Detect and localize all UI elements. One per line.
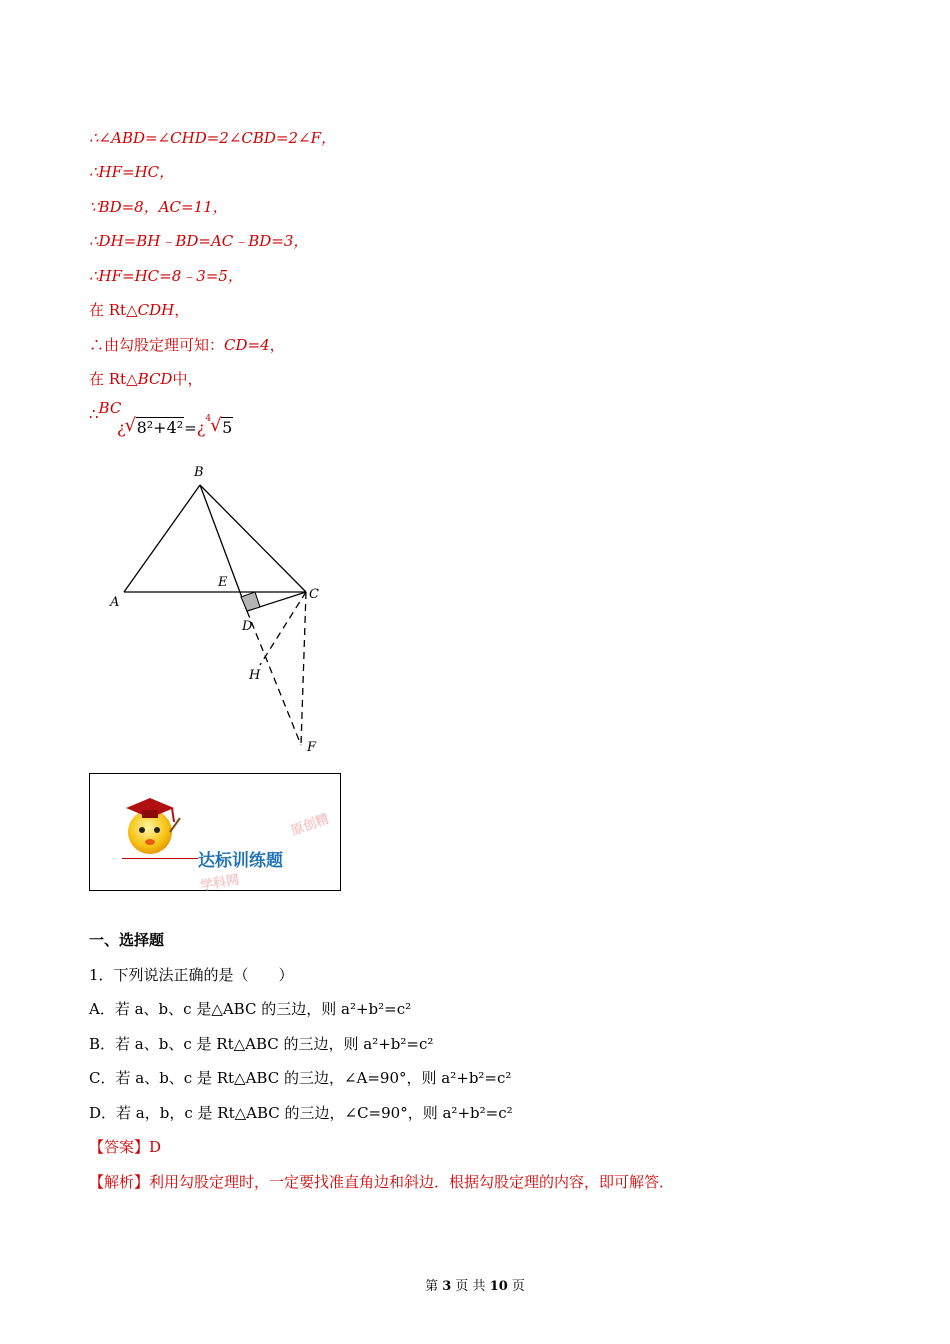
label-a: A	[110, 595, 120, 610]
solution-line-8	[89, 369, 202, 389]
answer-line	[89, 1137, 161, 1157]
text: ∴	[89, 405, 99, 423]
solution-line-2: ∴HF=HC，	[89, 163, 175, 181]
segment-cf	[301, 592, 306, 745]
sqrt-sign	[126, 418, 185, 438]
text: 页	[511, 1279, 525, 1294]
text: 在 Rt△	[89, 301, 138, 319]
text: 中，	[172, 370, 203, 388]
text: ，	[174, 301, 190, 319]
text: 在 Rt△	[89, 370, 138, 388]
segment-ab	[124, 485, 200, 592]
segment-bc	[200, 485, 306, 592]
right-angle-mark	[241, 592, 260, 611]
sqrt-sign	[211, 418, 233, 438]
solution-line-4: ∴DH=BH﹣BD=AC﹣BD=3，	[89, 232, 309, 250]
label-h: H	[249, 668, 261, 683]
total-pages: 10	[489, 1279, 508, 1294]
answer-tag: 【答案】	[89, 1138, 150, 1156]
text: ¿	[117, 418, 126, 437]
banner-underline	[122, 858, 198, 859]
label-e: E	[218, 575, 228, 590]
section-banner	[89, 773, 341, 895]
scholar-mascot-icon	[114, 788, 194, 868]
solution-line-9	[89, 399, 233, 440]
analysis-text: 利用勾股定理时，一定要找准直角边和斜边．根据勾股定理的内容，即可解答．	[149, 1173, 675, 1191]
option-c: C．若 a、b、c 是 Rt△ABC 的三边，∠A=90°，则 a²+b²=c²	[89, 1069, 512, 1087]
text: ，	[269, 336, 285, 354]
banner-title: 达标训练题	[198, 851, 283, 871]
text: CD=4	[224, 336, 270, 354]
option-a: A．若 a、b、c 是△ABC 的三边，则 a²+b²=c²	[89, 1000, 412, 1018]
option-b: B．若 a、b、c 是 Rt△ABC 的三边，则 a²+b²=c²	[89, 1035, 434, 1053]
text: =	[184, 419, 197, 437]
section-title: 一、选择题	[89, 931, 165, 949]
geometry-diagram	[100, 455, 340, 755]
text: BCD	[137, 370, 173, 388]
solution-line-7	[89, 335, 285, 355]
text: ∴由勾股定理可知：	[89, 336, 225, 354]
label-c: C	[309, 587, 319, 602]
label-b: B	[194, 465, 204, 480]
analysis-tag: 【解析】	[89, 1173, 150, 1191]
segment-ch	[260, 592, 306, 665]
page-footer	[0, 1278, 950, 1296]
text: 5	[222, 418, 233, 437]
solution-line-5: ∴HF=HC=8﹣3=5，	[89, 267, 243, 285]
question-stem: 1．下列说法正确的是（ ）	[89, 966, 294, 984]
analysis-line	[89, 1172, 674, 1192]
solution-line-6	[89, 300, 189, 320]
solution-line-3: ∵BD=8，AC=11，	[89, 198, 228, 216]
label-d: D	[242, 619, 253, 634]
text: 页 共	[455, 1279, 486, 1294]
text: 第	[425, 1279, 439, 1294]
text: CDH	[137, 301, 175, 319]
watermark: 学科网	[199, 872, 241, 895]
text: ¿	[196, 418, 206, 437]
text: 8²+4²	[136, 418, 184, 437]
label-f: F	[307, 740, 317, 755]
solution-line-1: ∴∠ABD=∠CHD=2∠CBD=2∠F，	[89, 129, 337, 147]
option-d: D．若 a，b，c 是 Rt△ABC 的三边，∠C=90°，则 a²+b²=c²	[89, 1104, 513, 1122]
watermark: 原创精	[289, 811, 332, 840]
page-number: 3	[442, 1279, 452, 1294]
text: BC	[98, 399, 122, 417]
bc-formula	[117, 414, 233, 438]
text: 4	[205, 414, 212, 424]
answer-value: D	[149, 1138, 162, 1156]
